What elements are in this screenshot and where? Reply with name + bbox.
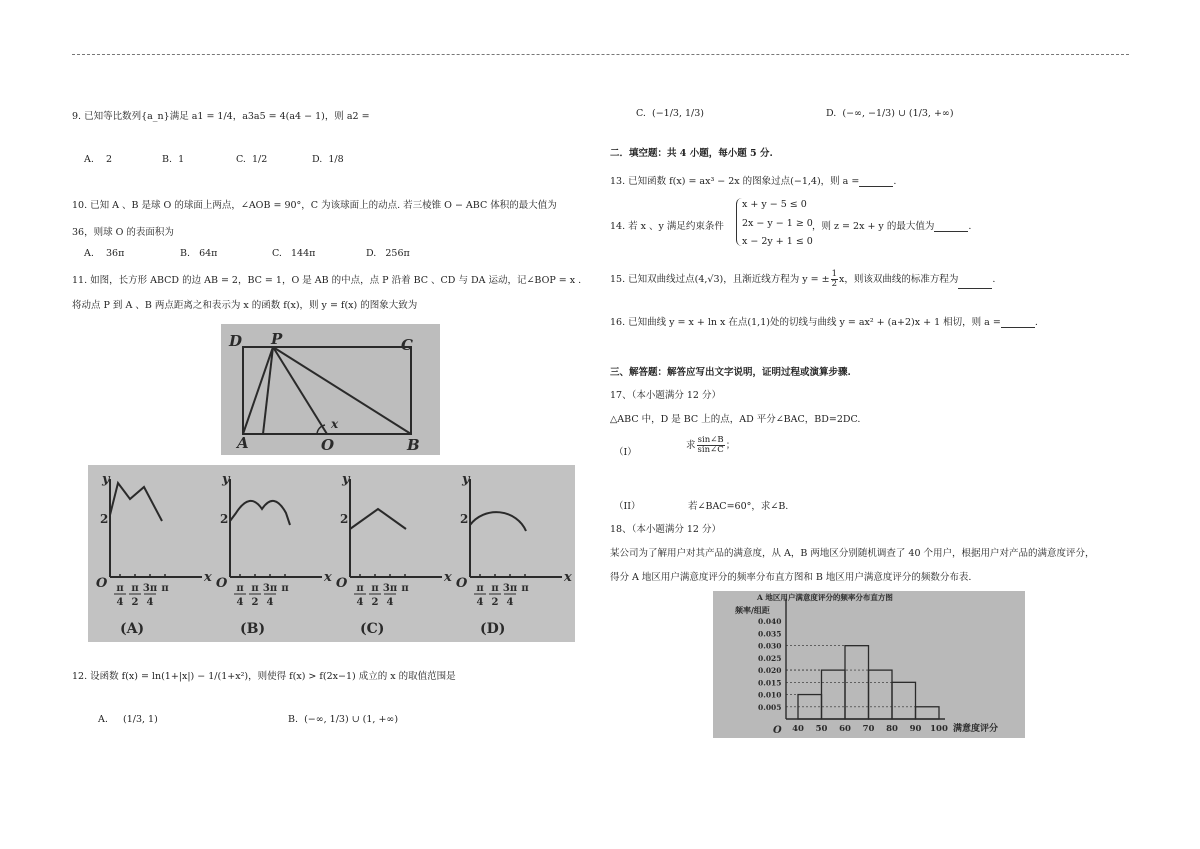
q12-option-b: B. (−∞, 1/3) ∪ (1, +∞): [288, 714, 399, 725]
q10-option-d: D. 256π: [366, 248, 410, 259]
histogram: [713, 591, 1025, 738]
x-tick-denominator: 4: [266, 597, 274, 608]
origin-label: O: [456, 576, 468, 591]
y-tick-label: 2: [220, 512, 229, 526]
q9-stem-text: 9. 已知等比数列{a_n}满足 a1 = 1/4，a3a5 = 4(a4 − 1)，则 a2 =: [72, 111, 370, 122]
q17-part2-label: （II）: [614, 501, 641, 512]
q17-part1: 求 $\frac{\sin\angle B}{\sin\angle C}$ ；: [686, 435, 736, 455]
section3-title: 三、解答题：解答应写出文字说明，证明过程或演算步骤.: [610, 367, 851, 378]
histogram-y-tick: 0.015: [758, 678, 782, 688]
x-tick-denominator: 2: [131, 597, 139, 608]
x-tick-label: π: [401, 583, 409, 594]
histogram-y-tick: 0.035: [758, 629, 782, 639]
q12-option-d: D. (−∞, −1/3) ∪ (1/3, +∞): [826, 108, 954, 119]
histogram-y-tick: 0.030: [758, 641, 782, 651]
histogram-x-tick: 100: [930, 724, 948, 734]
histogram-y-tick: 0.005: [758, 702, 782, 712]
label-o: O: [321, 436, 335, 454]
x-axis-label: x: [204, 570, 212, 585]
answer-graphs: [88, 465, 575, 642]
x-tick-denominator: 2: [251, 597, 259, 608]
label-b: B: [407, 436, 420, 454]
q13: 13. 已知函数 f(x) = ax³ − 2x 的图象过点(−1,4)，则 a = .: [610, 176, 897, 187]
q13-blank[interactable]: [859, 178, 893, 187]
x-tick-label: 3π: [262, 583, 278, 594]
q16-blank[interactable]: [1001, 319, 1035, 328]
y-axis-label: y: [102, 472, 110, 487]
x-tick-label: π: [131, 583, 139, 594]
histogram-y-tick: 0.040: [758, 617, 782, 627]
x-tick-denominator: 2: [371, 597, 379, 608]
x-tick-label: 3π: [142, 583, 158, 594]
q10-line1: 10. 已知 A 、B 是球 O 的球面上两点，∠AOB = 90°，C 为该球面上的动点. 若三棱锥 O − ABC 体积的最大值为: [72, 200, 557, 211]
y-axis-label: y: [342, 472, 350, 487]
q14-post: ，则 z = 2x + y 的最大值为 .: [812, 221, 972, 232]
section2-title: 二．填空题：共 4 小题，每小题 5 分.: [610, 148, 773, 159]
graph-label: (D): [480, 621, 506, 637]
histogram-x-tick: 80: [886, 724, 898, 734]
q17-head: 17、（本小题满分 12 分）: [610, 390, 721, 401]
q17-fraction: $\frac{\sin\angle B}{\sin\angle C}$: [697, 435, 724, 455]
x-tick-label: π: [476, 583, 484, 594]
histogram-x-tick: 90: [909, 724, 922, 734]
q18-line1: 某公司为了解用户对其产品的满意度，从 A，B 两地区分别随机调查了 40 个用户，根据用户对产品的满意度评分，: [610, 548, 1095, 559]
q12-stem: 12. 设函数 f(x) = ln(1+|x|) − 1/(1+x²)，则使得 f(x) > f(2x−1) 成立的 x 的取值范围是: [72, 671, 456, 682]
origin-label: O: [96, 576, 108, 591]
q15-fraction: $\frac{1}{2}$: [831, 269, 837, 289]
y-tick-label: 2: [460, 512, 469, 526]
graph-label: (C): [360, 621, 385, 637]
x-tick-label: π: [251, 583, 259, 594]
x-axis-label: x: [324, 570, 332, 585]
q14-pre: 14. 若 x 、y 满足约束条件: [610, 221, 724, 232]
y-axis-label: y: [462, 472, 470, 487]
x-tick-denominator: 4: [506, 597, 514, 608]
origin-label: O: [216, 576, 228, 591]
label-d: D: [229, 332, 243, 350]
q15-blank[interactable]: [958, 280, 992, 289]
q11-line2: 将动点 P 到 A 、B 两点距离之和表示为 x 的函数 f(x)，则 y = f(x) 的图象大致为: [72, 300, 418, 311]
q9-option-b: B. 1: [162, 154, 185, 165]
x-tick-label: π: [116, 583, 124, 594]
q11-line1: 11. 如图，长方形 ABCD 的边 AB = 2，BC = 1，O 是 AB 的中点，点 P 沿着 BC 、CD 与 DA 运动，记∠BOP = x .: [72, 275, 582, 286]
q17-part1-label: （I）: [614, 447, 637, 458]
x-tick-denominator: 4: [386, 597, 394, 608]
q10-line2: 36，则球 O 的表面积为: [72, 227, 174, 238]
x-tick-denominator: 4: [116, 597, 124, 608]
y-axis-label: y: [222, 472, 230, 487]
q15: 15. 已知双曲线过点(4,√3)，且渐近线方程为 y = ± $\frac{1}{2}$ x，则该双曲线的标准方程为 .: [610, 269, 996, 289]
x-tick-denominator: 4: [146, 597, 154, 608]
x-tick-label: π: [491, 583, 499, 594]
q12-option-a: A. (1/3, 1): [98, 714, 158, 725]
q10-option-c: C. 144π: [272, 248, 316, 259]
x-tick-label: π: [281, 583, 289, 594]
label-x: x: [331, 417, 339, 431]
origin-label: O: [336, 576, 348, 591]
q18-line2: 得分 A 地区用户满意度评分的频率分布直方图和 B 地区用户满意度评分的频数分布表.: [610, 572, 972, 583]
histogram-x-tick: 50: [815, 724, 828, 734]
x-tick-denominator: 4: [236, 597, 244, 608]
histogram-origin: O: [773, 725, 782, 736]
histogram-x-tick: 40: [792, 724, 804, 734]
x-tick-denominator: 4: [476, 597, 484, 608]
y-tick-label: 2: [100, 512, 109, 526]
q12-option-c: C. (−1/3, 1/3): [636, 108, 704, 119]
x-tick-label: π: [521, 583, 529, 594]
q9-option-c: C. 1/2: [236, 154, 268, 165]
x-tick-label: 3π: [502, 583, 518, 594]
header-rule: [72, 54, 1129, 55]
graph-label: (B): [240, 621, 266, 637]
histogram-xlabel: 满意度评分: [953, 724, 999, 734]
label-a: A: [237, 434, 249, 452]
histogram-ylabel: 频率/组距: [735, 605, 770, 615]
x-tick-denominator: 4: [356, 597, 364, 608]
x-tick-label: π: [236, 583, 244, 594]
q9-option-a: A. 2: [84, 154, 113, 165]
label-c: C: [401, 336, 413, 354]
histogram-x-tick: 60: [839, 724, 851, 734]
histogram-y-tick: 0.010: [758, 690, 782, 700]
x-tick-denominator: 2: [491, 597, 499, 608]
histogram-title: A 地区用户满意度评分的频率分布直方图: [757, 593, 893, 602]
q18-head: 18、（本小题满分 12 分）: [610, 524, 721, 535]
q16: 16. 已知曲线 y = x + ln x 在点(1,1)处的切线与曲线 y = ax² + (a+2)x + 1 相切，则 a = .: [610, 317, 1038, 328]
y-tick-label: 2: [340, 512, 349, 526]
label-p: P: [271, 330, 283, 348]
x-tick-label: π: [371, 583, 379, 594]
x-axis-label: x: [444, 570, 452, 585]
histogram-x-tick: 70: [862, 724, 875, 734]
rectangle-figure: [221, 324, 440, 455]
x-tick-label: 3π: [382, 583, 398, 594]
histogram-y-tick: 0.020: [758, 666, 782, 676]
q14-condition-3: x − 2y + 1 ≤ 0: [742, 236, 813, 247]
q9-stem: [72, 108, 370, 122]
q10-option-b: B. 64π: [180, 248, 218, 259]
q9-option-d: D. 1/8: [312, 154, 344, 165]
q17-stem: △ABC 中，D 是 BC 上的点，AD 平分∠BAC，BD=2DC.: [610, 414, 861, 425]
x-tick-label: π: [356, 583, 364, 594]
q14-condition-2: 2x − y − 1 ≥ 0: [742, 218, 813, 229]
q17-part2: 若∠BAC=60°，求∠B.: [688, 501, 789, 512]
graph-label: (A): [120, 621, 145, 637]
x-axis-label: x: [564, 570, 572, 585]
q10-option-a: A. 36π: [84, 248, 125, 259]
q14-blank[interactable]: [934, 223, 968, 232]
q14-condition-1: x + y − 5 ≤ 0: [742, 199, 807, 210]
x-tick-label: π: [161, 583, 169, 594]
histogram-y-tick: 0.025: [758, 653, 782, 663]
